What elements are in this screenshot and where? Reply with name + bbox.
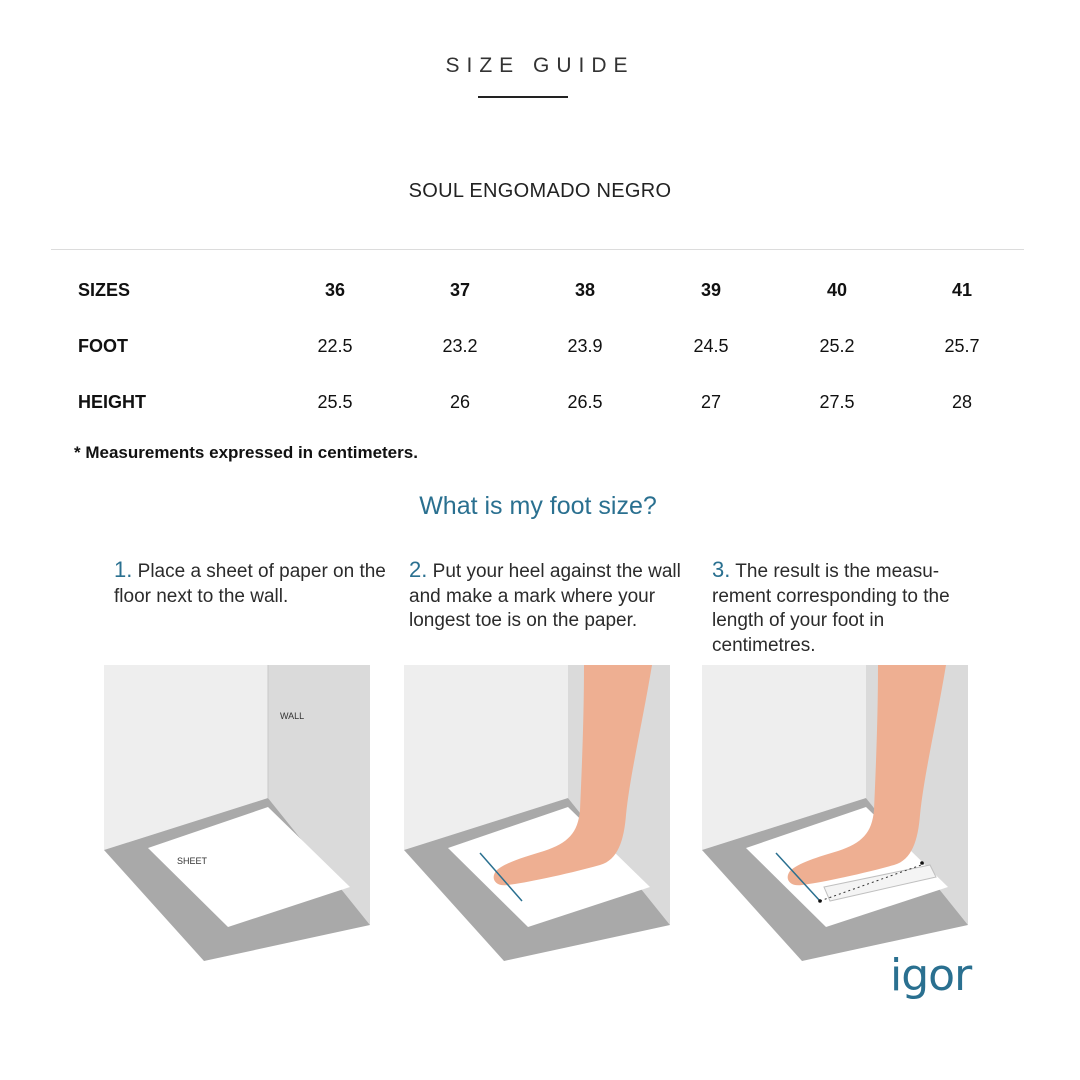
measurement-note: * Measurements expressed in centimeters. <box>74 443 418 462</box>
size-cell: 36 <box>324 280 346 300</box>
row-label-sizes: SIZES <box>78 280 131 300</box>
height-cell: 27 <box>700 392 722 412</box>
row-label-height: HEIGHT <box>78 392 147 412</box>
step-2 <box>409 558 684 634</box>
size-cell: 37 <box>449 280 471 300</box>
foot-cell: 25.2 <box>819 336 855 356</box>
step-3 <box>712 558 972 658</box>
height-cell: 26 <box>449 392 471 412</box>
illustration-step-1 <box>104 665 370 965</box>
step-number: 1. <box>114 557 133 582</box>
foot-cell: 23.9 <box>567 336 603 356</box>
row-label-foot: FOOT <box>78 336 128 356</box>
height-cell: 27.5 <box>819 392 855 412</box>
igor-logo: igor <box>890 950 972 1001</box>
product-name: SOUL ENGOMADO NEGRO <box>408 180 672 202</box>
page-title: SIZE GUIDE <box>445 54 635 77</box>
step-text: Place a sheet of paper on the floor next to the wall. <box>114 561 386 607</box>
howto-title: What is my foot size? <box>419 492 657 520</box>
height-cell: 28 <box>951 392 973 412</box>
illustration-step-2 <box>404 665 670 965</box>
height-cell: 25.5 <box>317 392 353 412</box>
size-cell: 40 <box>826 280 848 300</box>
title-underline <box>478 96 568 98</box>
sheet-label: SHEET <box>177 856 208 866</box>
illustration-step-3 <box>702 665 968 965</box>
step-number: 3. <box>712 557 731 582</box>
step-number: 2. <box>409 557 428 582</box>
size-cell: 38 <box>574 280 596 300</box>
foot-cell: 24.5 <box>693 336 729 356</box>
step-text: The result is the measu-rement corresponding to the length of your foot in centimetres. <box>712 561 950 656</box>
foot-cell: 22.5 <box>317 336 353 356</box>
wall-label: WALL <box>280 711 305 721</box>
divider <box>51 249 1024 250</box>
foot-cell: 23.2 <box>442 336 478 356</box>
size-cell: 41 <box>951 280 973 300</box>
height-cell: 26.5 <box>567 392 603 412</box>
size-cell: 39 <box>700 280 722 300</box>
foot-cell: 25.7 <box>944 336 980 356</box>
step-1 <box>114 558 389 609</box>
step-text: Put your heel against the wall and make a mark where your longest toe is on the paper. <box>409 561 681 631</box>
